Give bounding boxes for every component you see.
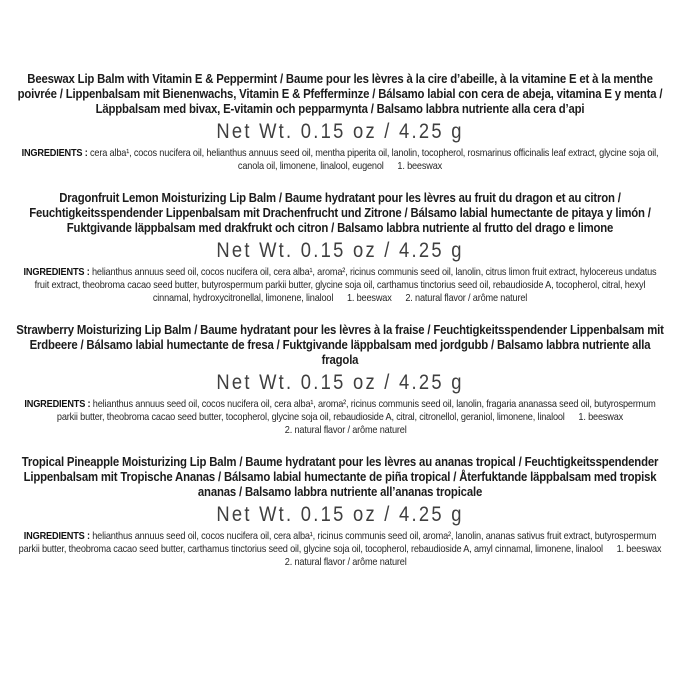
product-section-tropical-pineapple [16, 454, 665, 569]
ingredients-label: INGREDIENTS : [23, 266, 90, 278]
ingredients-paragraph [16, 147, 665, 173]
net-weight: Net Wt. 0.15 oz / 4.25 g [216, 120, 464, 143]
net-weight: Net Wt. 0.15 oz / 4.25 g [216, 503, 464, 526]
net-weight: Net Wt. 0.15 oz / 4.25 g [216, 371, 464, 394]
ingredients-label: INGREDIENTS : [24, 398, 91, 410]
product-section-beeswax [16, 71, 665, 173]
footnote-beeswax: 1. beeswax [578, 411, 624, 423]
ingredients-list: cera alba¹, cocos nucifera oil, helianthus annuus seed oil, mentha piperita oil, lanolin, tocopherol, rosmarinus officinalis leaf extract, glycine soja oil, canola oil, limonene, linalool, eugenol [90, 147, 659, 172]
product-section-dragonfruit-lemon [16, 190, 665, 305]
footnote-natural-flavor: 2. natural flavor / arôme naturel [284, 424, 407, 436]
product-title: Strawberry Moisturizing Lip Balm / Baume hydratant pour les lèvres à la fraise / Feuchtigkeitsspendender Lippenbalsam mit Erdbeere / Bálsamo labial humectante de fresa / Fuktgivande läppbalsam med jordgubb / Balsamo labbra nutriente alla fragola [16, 322, 664, 367]
ingredients-list: helianthus annuus seed oil, cocos nucifera oil, cera alba¹, aroma², ricinus communis seed oil, lanolin, fragaria ananassa seed oil, butyrospermum parkii butter, theobroma cacao seed butter, tocopherol, glycine soja oil, rebaudioside A, citral, citronellol, geraniol, limonene, linalool [56, 398, 656, 423]
ingredients-paragraph [16, 266, 665, 305]
footnote-beeswax: 1. beeswax [616, 543, 662, 555]
product-section-strawberry [16, 322, 665, 437]
footnote-beeswax: 1. beeswax [346, 292, 392, 304]
label-panel [16, 0, 665, 569]
footnote-natural-flavor: 2. natural flavor / arôme naturel [284, 556, 407, 568]
footnote-beeswax: 1. beeswax [397, 160, 443, 172]
ingredients-list: helianthus annuus seed oil, cocos nucifera oil, cera alba¹, ricinus communis seed oil, aroma², lanolin, ananas sativus fruit extract, butyrospermum parkii butter, theobroma cacao seed butter, carthamus tinctorius seed oil, glycine soja oil, tocopherol, rebaudioside A, amyl cinnamal, limonene, linalool [18, 530, 657, 555]
product-title: Dragonfruit Lemon Moisturizing Lip Balm / Baume hydratant pour les lèvres au fruit du dragon et au citron / Feuchtigkeitsspendender Lippenbalsam mit Drachenfrucht und Zitrone / Bálsamo labial humectante de pitaya y limón / Fuktgivande läppbalsam med drakfrukt och citron / Balsamo labbra nutriente al frutto del drago e limone [29, 190, 651, 235]
net-weight: Net Wt. 0.15 oz / 4.25 g [216, 239, 464, 262]
ingredients-list: helianthus annuus seed oil, cocos nucifera oil, cera alba¹, aroma², ricinus communis seed oil, lanolin, citrus limon fruit extract, hylocereus undatus fruit extract, theobroma cacao seed butter, butyrospermum parkii butter, glycine soja oil, carthamus tinctorius seed oil, rebaudioside A, tocopherol, citral, hexyl cinnamal, hydroxycitronellal, limonene, linalool [34, 266, 657, 304]
product-title: Tropical Pineapple Moisturizing Lip Balm / Baume hydratant pour les lèvres au ananas tropical / Feuchtigkeitsspendender Lippenbalsam mit Tropische Ananas / Bálsamo labial humectante de piña tropical / Återfuktande läppbalsam med tropisk ananas / Balsamo labbra nutriente all’ananas tropicale [21, 454, 659, 499]
ingredients-label: INGREDIENTS : [21, 147, 88, 159]
ingredients-paragraph [16, 398, 665, 437]
footnote-natural-flavor: 2. natural flavor / arôme naturel [405, 292, 528, 304]
product-title: Beeswax Lip Balm with Vitamin E & Peppermint / Baume pour les lèvres à la cire d’abeille, à la vitamine E et à la menthe poivrée / Lippenbalsam mit Bienenwachs, Vitamin E & Pfefferminze / Bálsamo labial con cera de abeja, vitamina E y menta / Läppbalsam med bivax, E-vitamin och pepparmynta / Balsamo labbra nutriente alla cera d’api [17, 71, 663, 116]
ingredients-label: INGREDIENTS : [23, 530, 90, 542]
ingredients-paragraph [16, 530, 665, 569]
